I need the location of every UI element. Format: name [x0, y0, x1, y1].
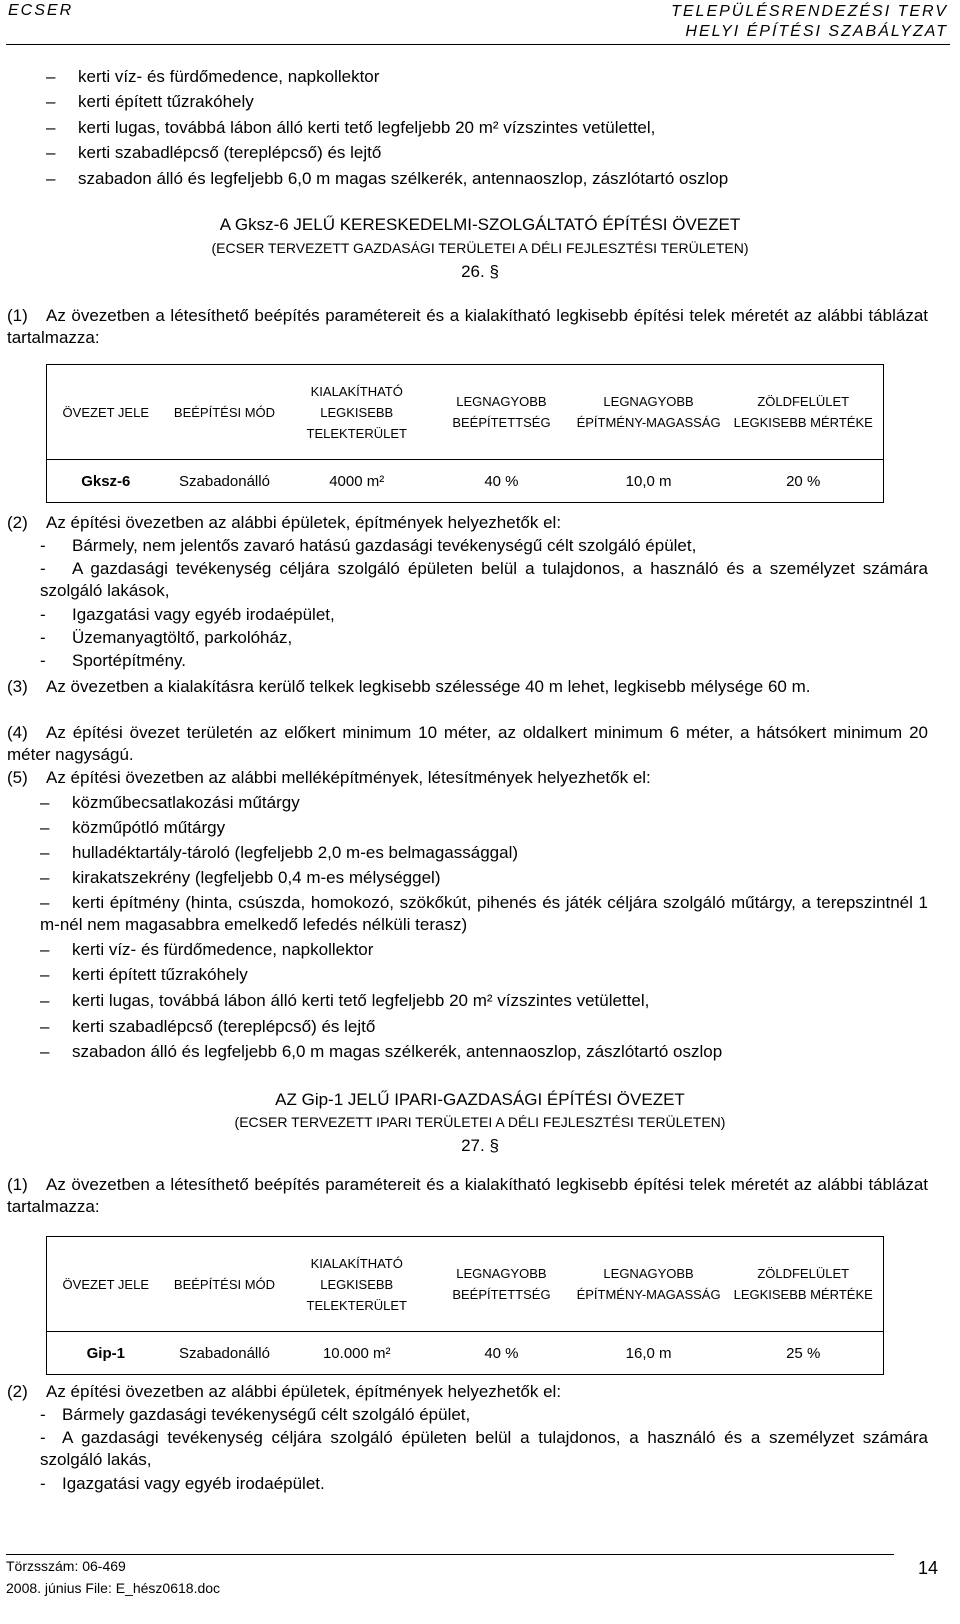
paragraph-26-5: (5) Az építési övezetben az alábbi melléképítmények, létesítmények helyezhetők el: [7, 768, 651, 787]
list-item: - Igazgatási vagy egyéb irodaépület. [40, 1474, 325, 1493]
table-header-cell: LEGNAGYOBB ÉPÍTMÉNY-MAGASSÁG [576, 394, 721, 430]
table-header-cell: KIALAKÍTHATÓ LEGKISEBB TELEKTERÜLET [306, 1255, 407, 1313]
table-cell: 16,0 m [574, 1332, 724, 1375]
table-cell: 10,0 m [574, 460, 724, 503]
table-cell: 20 % [723, 460, 883, 503]
table-header-cell: LEGNAGYOBB BEÉPÍTETTSÉG [452, 394, 551, 430]
list-item: – kerti épített tűzrakóhely [46, 92, 254, 111]
table-cell: 40 % [429, 1332, 574, 1375]
section-26-number: 26. § [461, 262, 499, 281]
list-item: - Bármely, nem jelentős zavaró hatású gazdasági tevékenységű célt szolgáló épület, [40, 536, 697, 555]
list-item: – kerti építmény (hinta, csúszda, homokozó, szökőkút, pihenés és játék céljára szolgáló műtárgy, a terepszintnél 1 m-nél nem magasabbra emelkedő lefedés nélküli terasz) [40, 893, 928, 934]
footer-line-1: Törzsszám: 06-469 [6, 1558, 126, 1574]
list-item: – szabadon álló és legfeljebb 6,0 m magas szélkerék, antennaoszlop, zászlótartó oszlop [40, 1042, 723, 1061]
table-cell: 10.000 m² [284, 1332, 429, 1375]
section-27-subtitle: (ECSER TERVEZETT IPARI TERÜLETEI A DÉLI FEJLESZTÉSI TERÜLETEN) [234, 1114, 726, 1130]
table-header-cell: LEGNAGYOBB BEÉPÍTETTSÉG [452, 1266, 551, 1302]
footer-line-2: 2008. június File: E_hész0618.doc [6, 1580, 221, 1596]
header-rule [6, 44, 950, 45]
paragraph-27-2: (2) Az építési övezetben az alábbi épületek, építmények helyezhetők el: [7, 1382, 562, 1401]
list-item: - Üzemanyagtöltő, parkolóház, [40, 628, 293, 647]
table-cell: Szabadonálló [165, 1332, 285, 1375]
table-header-cell: ZÖLDFELÜLET LEGKISEBB MÉRTÉKE [733, 394, 873, 430]
header-right-line2: HELYI ÉPÍTÉSI SZABÁLYZAT [685, 23, 948, 40]
list-item: - A gazdasági tevékenység céljára szolgáló épületen belül a tulajdonos, a használó és a személyzet számára szolgáló lakások, [40, 559, 928, 600]
section-26-title: A Gksz-6 JELŰ KERESKEDELMI-SZOLGÁLTATÓ ÉPÍTÉSI ÖVEZET [219, 215, 741, 234]
list-item: - Bármely gazdasági tevékenységű célt szolgáló épület, [40, 1405, 471, 1424]
table-header-cell: BEÉPÍTÉSI MÓD [173, 1276, 276, 1292]
table-cell: Szabadonálló [165, 460, 285, 503]
list-item: - Sportépítmény. [40, 651, 187, 670]
zone-table-gip1 [46, 1236, 884, 1375]
paragraph-27-1: (1) Az övezetben a létesíthető beépítés paramétereit és a kialakítható legkisebb építési telek méretét az alábbi táblázat tartalmazza: [7, 1175, 928, 1216]
table-header-cell: BEÉPÍTÉSI MÓD [173, 404, 276, 420]
table-header-cell: ZÖLDFELÜLET LEGKISEBB MÉRTÉKE [733, 1266, 873, 1302]
table-header-cell: KIALAKÍTHATÓ LEGKISEBB TELEKTERÜLET [306, 383, 407, 441]
list-item: – kerti lugas, továbbá lábon álló kerti tető legfeljebb 20 m² vízszintes vetülettel, [46, 118, 656, 137]
section-27-title: AZ Gip-1 JELŰ IPARI-GAZDASÁGI ÉPÍTÉSI ÖVEZET [275, 1090, 685, 1109]
paragraph-26-4: (4) Az építési övezet területén az előkert minimum 10 méter, az oldalkert minimum 6 méter, a hátsókert minimum 20 méter nagyságú. [7, 723, 928, 764]
list-item: – kerti lugas, továbbá lábon álló kerti tető legfeljebb 20 m² vízszintes vetülettel, [40, 991, 650, 1010]
section-27-number: 27. § [461, 1136, 499, 1155]
zone-table-gksz6 [46, 364, 884, 503]
list-item: – kirakatszekrény (legfeljebb 0,4 m-es mélységgel) [40, 868, 441, 887]
section-26-subtitle: (ECSER TERVEZETT GAZDASÁGI TERÜLETEI A DÉLI FEJLESZTÉSI TERÜLETEN) [211, 240, 749, 256]
table-cell: 4000 m² [284, 460, 429, 503]
table-cell: Gip-1 [47, 1332, 165, 1375]
list-item: – hulladéktartály-tároló (legfeljebb 2,0 m-es belmagassággal) [40, 843, 519, 862]
table-cell: Gksz-6 [47, 460, 165, 503]
list-item: - Igazgatási vagy egyéb irodaépület, [40, 605, 335, 624]
table-header-cell: ÖVEZET JELE [62, 1276, 150, 1292]
header-left: ECSER [8, 2, 74, 19]
table-cell: 25 % [723, 1332, 883, 1375]
header-right-line1: TELEPÜLÉSRENDEZÉSI TERV [671, 3, 948, 20]
table-header-cell: ÖVEZET JELE [62, 404, 150, 420]
paragraph-26-2: (2) Az építési övezetben az alábbi épületek, építmények helyezhetők el: [7, 513, 562, 532]
list-item: – kerti víz- és fürdőmedence, napkollektor [46, 67, 380, 86]
list-item: – szabadon álló és legfeljebb 6,0 m magas szélkerék, antennaoszlop, zászlótartó oszlop [46, 169, 729, 188]
page-number: 14 [917, 1558, 938, 1578]
list-item: – kerti épített tűzrakóhely [40, 965, 248, 984]
list-item: – kerti szabadlépcső (tereplépcső) és lejtő [46, 143, 382, 162]
footer-rule [6, 1554, 894, 1555]
list-item: – közműpótló műtárgy [40, 818, 226, 837]
list-item: – kerti víz- és fürdőmedence, napkollektor [40, 940, 374, 959]
list-item: – közműbecsatlakozási műtárgy [40, 793, 300, 812]
table-cell: 40 % [429, 460, 574, 503]
list-item: - A gazdasági tevékenység céljára szolgáló épületen belül a tulajdonos, a használó és a személyzet számára szolgáló lakás, [40, 1428, 928, 1469]
header-right [671, 2, 948, 42]
paragraph-26-3: (3) Az övezetben a kialakításra kerülő telkek legkisebb szélessége 40 m lehet, legkisebb mélysége 60 m. [7, 677, 811, 696]
paragraph-26-1: (1) Az övezetben a létesíthető beépítés paramétereit és a kialakítható legkisebb építési telek méretét az alábbi táblázat tartalmazza: [7, 306, 928, 347]
table-header-cell: LEGNAGYOBB ÉPÍTMÉNY-MAGASSÁG [576, 1266, 721, 1302]
list-item: – kerti szabadlépcső (tereplépcső) és lejtő [40, 1017, 376, 1036]
